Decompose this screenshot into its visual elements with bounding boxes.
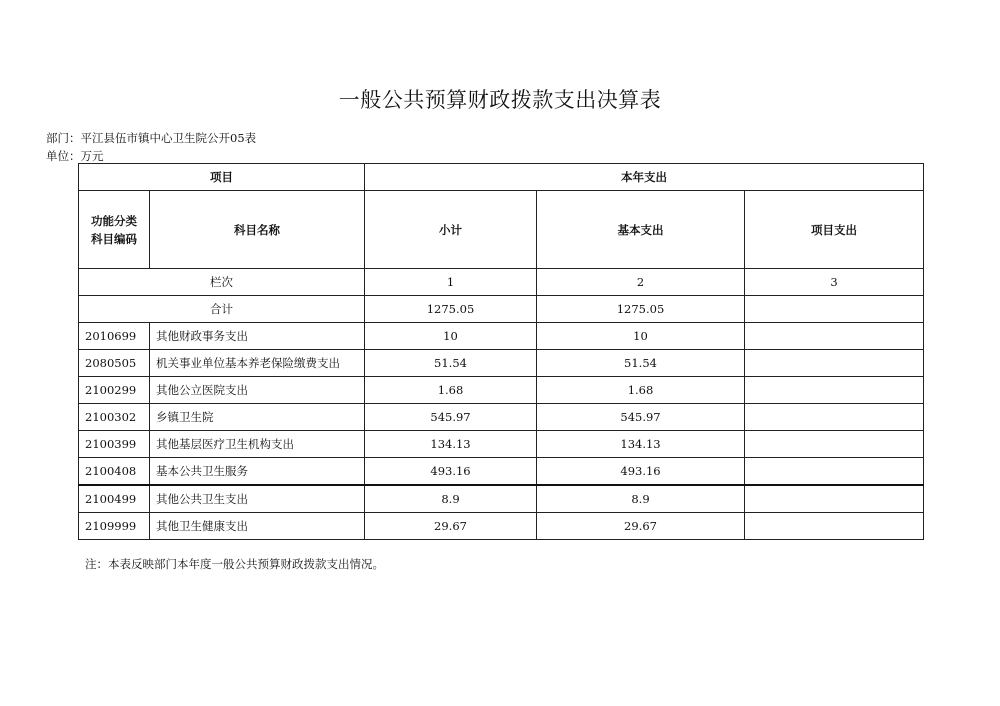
row-code: 2080505 bbox=[79, 350, 150, 377]
column-number-label: 栏次 bbox=[79, 269, 365, 296]
table-row bbox=[79, 350, 924, 377]
header-project: 项目 bbox=[79, 164, 365, 191]
row-name: 其他卫生健康支出 bbox=[150, 513, 365, 540]
row-name: 其他基层医疗卫生机构支出 bbox=[150, 431, 365, 458]
page-title: 一般公共预算财政拨款支出决算表 bbox=[338, 88, 662, 112]
row-project bbox=[745, 404, 924, 431]
row-basic: 134.13 bbox=[537, 431, 745, 458]
row-project bbox=[745, 323, 924, 350]
row-code: 2109999 bbox=[79, 513, 150, 540]
row-subtotal: 134.13 bbox=[365, 431, 537, 458]
row-basic: 493.16 bbox=[537, 458, 745, 486]
row-project bbox=[745, 431, 924, 458]
table-row bbox=[79, 404, 924, 431]
row-subtotal: 493.16 bbox=[365, 458, 537, 486]
row-project bbox=[745, 377, 924, 404]
table-row bbox=[79, 431, 924, 458]
row-basic: 1.68 bbox=[537, 377, 745, 404]
unit-label: 单位：万元 bbox=[46, 149, 104, 163]
header-basic: 基本支出 bbox=[537, 191, 745, 269]
table-row bbox=[79, 458, 924, 486]
row-basic: 51.54 bbox=[537, 350, 745, 377]
row-name: 其他公共卫生支出 bbox=[150, 485, 365, 513]
row-subtotal: 10 bbox=[365, 323, 537, 350]
row-name: 其他财政事务支出 bbox=[150, 323, 365, 350]
row-basic: 545.97 bbox=[537, 404, 745, 431]
total-project bbox=[745, 296, 924, 323]
header-name: 科目名称 bbox=[150, 191, 365, 269]
total-subtotal: 1275.05 bbox=[365, 296, 537, 323]
expense-table bbox=[78, 163, 924, 540]
row-subtotal: 51.54 bbox=[365, 350, 537, 377]
row-project bbox=[745, 458, 924, 486]
header-current-year-expense: 本年支出 bbox=[365, 164, 924, 191]
header-subtotal: 小计 bbox=[365, 191, 537, 269]
header-code bbox=[79, 191, 150, 269]
total-basic: 1275.05 bbox=[537, 296, 745, 323]
row-basic: 29.67 bbox=[537, 513, 745, 540]
row-code: 2100302 bbox=[79, 404, 150, 431]
column-number-3: 3 bbox=[745, 269, 924, 296]
header-row-2 bbox=[79, 191, 924, 269]
row-code: 2100408 bbox=[79, 458, 150, 486]
column-number-1: 1 bbox=[365, 269, 537, 296]
row-code: 2100499 bbox=[79, 485, 150, 513]
row-subtotal: 545.97 bbox=[365, 404, 537, 431]
row-code: 2100299 bbox=[79, 377, 150, 404]
total-row bbox=[79, 296, 924, 323]
row-subtotal: 8.9 bbox=[365, 485, 537, 513]
row-code: 2010699 bbox=[79, 323, 150, 350]
row-code: 2100399 bbox=[79, 431, 150, 458]
row-name: 基本公共卫生服务 bbox=[150, 458, 365, 486]
column-number-2: 2 bbox=[537, 269, 745, 296]
row-basic: 8.9 bbox=[537, 485, 745, 513]
row-name: 其他公立医院支出 bbox=[150, 377, 365, 404]
row-basic: 10 bbox=[537, 323, 745, 350]
header-code-line-1: 功能分类 bbox=[91, 213, 137, 228]
row-project bbox=[745, 350, 924, 377]
row-name: 乡镇卫生院 bbox=[150, 404, 365, 431]
table-row bbox=[79, 323, 924, 350]
row-name: 机关事业单位基本养老保险缴费支出 bbox=[150, 350, 365, 377]
table-row bbox=[79, 377, 924, 404]
row-subtotal: 1.68 bbox=[365, 377, 537, 404]
department-label: 部门：平江县伍市镇中心卫生院公开05表 bbox=[46, 131, 257, 145]
header-code-line-2: 科目编码 bbox=[91, 231, 137, 246]
row-project bbox=[745, 485, 924, 513]
header-project-expense: 项目支出 bbox=[745, 191, 924, 269]
table-row bbox=[79, 513, 924, 540]
table-row bbox=[79, 485, 924, 513]
row-project bbox=[745, 513, 924, 540]
column-number-row bbox=[79, 269, 924, 296]
row-subtotal: 29.67 bbox=[365, 513, 537, 540]
total-label: 合计 bbox=[79, 296, 365, 323]
header-row-1 bbox=[79, 164, 924, 191]
footnote: 注：本表反映部门本年度一般公共预算财政拨款支出情况。 bbox=[85, 557, 384, 571]
